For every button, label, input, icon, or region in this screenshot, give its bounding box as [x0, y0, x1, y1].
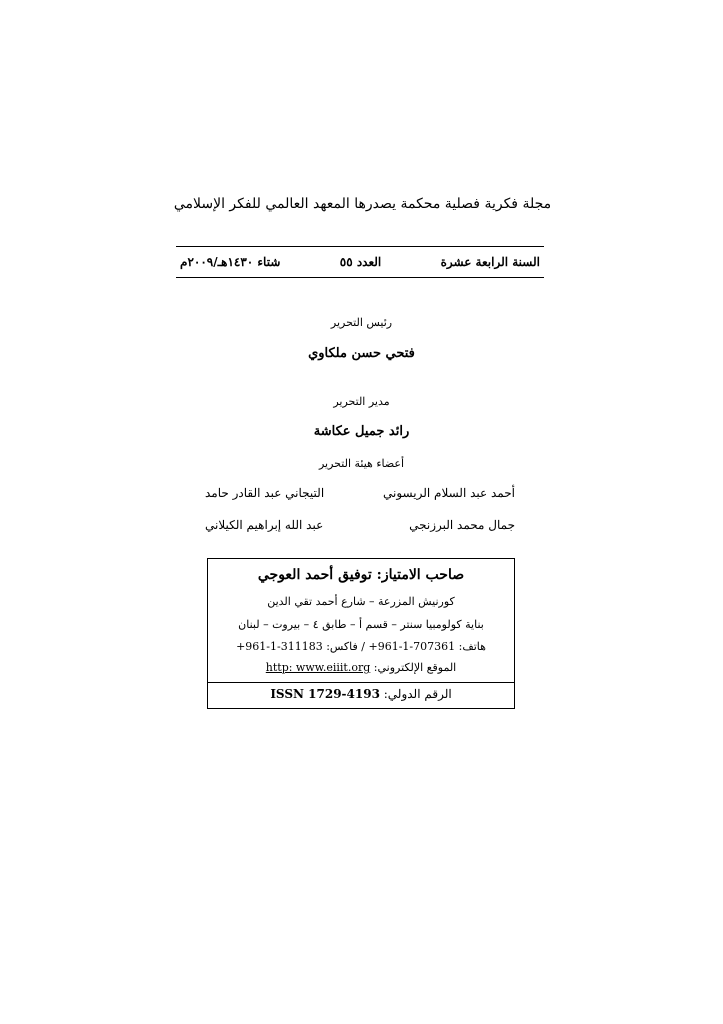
website-link[interactable]: http: www.eiiit.org: [265, 661, 371, 674]
editorial-board-label: أعضاء هيئة التحرير: [318, 457, 405, 470]
volume-year: السنة الرابعة عشرة: [440, 255, 540, 269]
editor-in-chief-label: رئيس التحرير: [330, 316, 393, 329]
issue-number: العدد ٥٥: [339, 255, 382, 269]
publisher-info-box: [207, 558, 515, 709]
website-label: الموقع الإلكتروني:: [373, 661, 457, 674]
issue-info-bar: [176, 246, 544, 278]
phone-label: هاتف:: [458, 640, 486, 653]
board-member: جمال محمد البرزنجي: [409, 518, 515, 532]
fax-number: +961-1-311183: [236, 640, 323, 653]
publisher-contact-line: [208, 640, 514, 653]
publisher-owner: صاحب الامتياز: توفيق أحمد العوجي: [257, 567, 465, 583]
editorial-board-row-2: [205, 518, 515, 532]
board-member: أحمد عبد السلام الريسوني: [383, 486, 515, 500]
editor-in-chief-name: فتحي حسن ملكاوي: [308, 346, 415, 361]
publisher-address-line-2: بناية كولومبيا سنتر – قسم أ – طابق ٤ – بيروت – لبنان: [238, 618, 484, 631]
issn-line: [208, 687, 514, 701]
issue-date: شتاء ١٤٣٠هـ/٢٠٠٩م: [180, 255, 281, 269]
publisher-website-line: [208, 661, 514, 674]
publisher-box-divider: [208, 682, 514, 683]
publisher-address-line-1: كورنيش المزرعة – شارع أحمد تقي الدين: [267, 595, 455, 608]
journal-tagline: مجلة فكرية فصلية محكمة يصدرها المعهد العالمي للفكر الإسلامي: [173, 196, 552, 212]
board-member: التيجاني عبد القادر حامد: [205, 486, 325, 500]
board-member: عبد الله إبراهيم الكيلاني: [205, 518, 324, 532]
editorial-board-row-1: [205, 486, 515, 500]
issn-number: ISSN 1729-4193: [270, 687, 380, 701]
phone-number: +961-1-707361: [368, 640, 456, 653]
fax-label: / فاكس:: [326, 640, 365, 653]
issn-label: الرقم الدولي:: [383, 687, 452, 701]
managing-editor-label: مدير التحرير: [333, 395, 390, 408]
managing-editor-name: رائد جميل عكاشة: [313, 424, 410, 439]
